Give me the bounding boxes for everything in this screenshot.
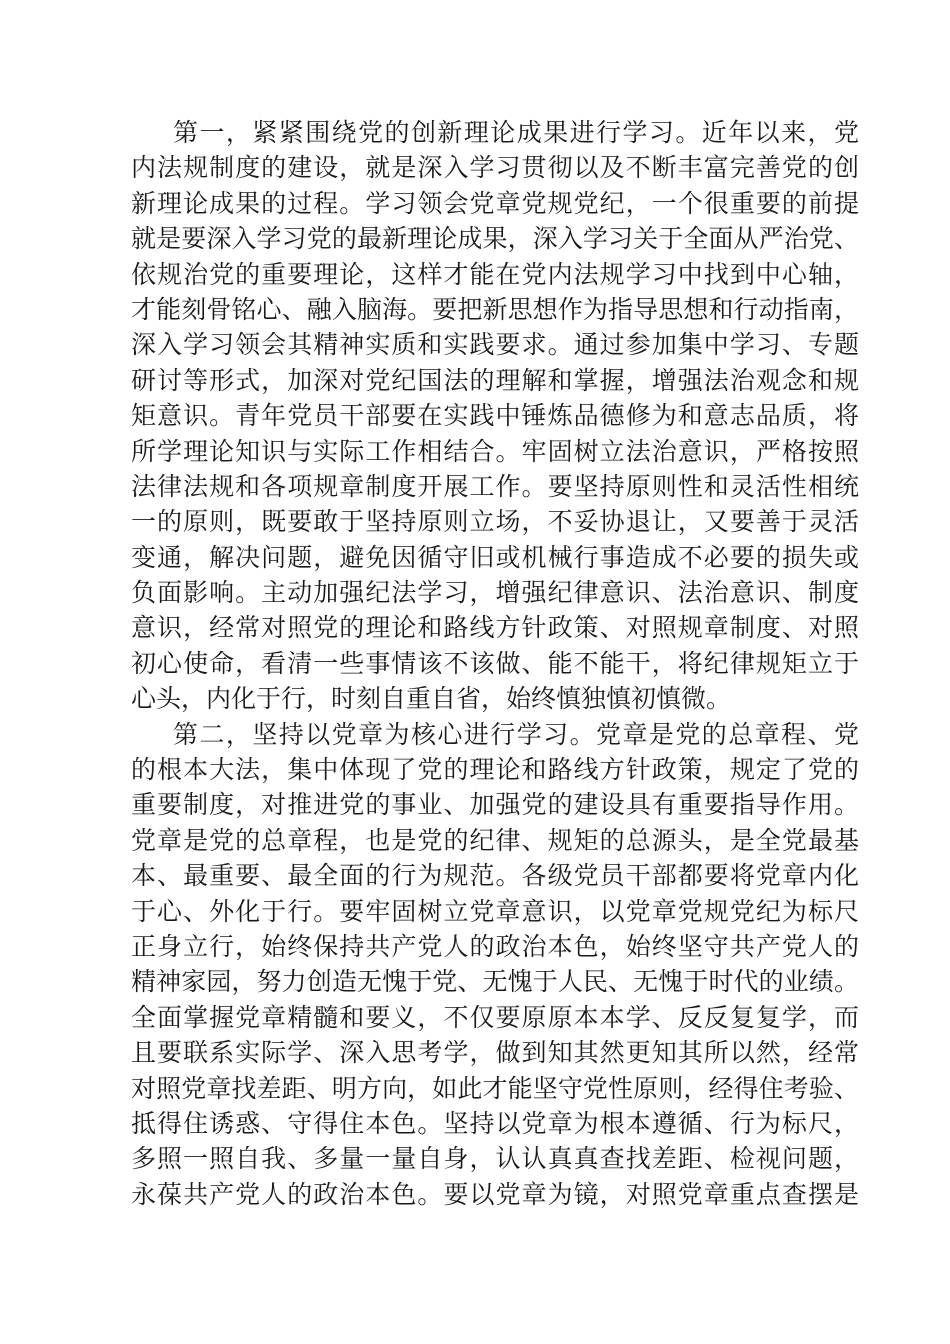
paragraph-line: 心头，内化于行，时刻自重自省，始终慎独慎初慎微。 [131,684,732,714]
paragraph-line: 正身立行，始终保持共产党人的政治本色，始终坚守共产党人的 [131,931,859,961]
paragraph-line: 依规治党的重要理论，这样才能在党内法规学习中找到中心轴， [131,259,859,289]
paragraph-line: 负面影响。主动加强纪法学习，增强纪律意识、法治意识、制度 [131,578,859,608]
paragraph-line: 法律法规和各项规章制度开展工作。要坚持原则性和灵活性相统 [131,471,859,501]
paragraph-line: 第二，坚持以党章为核心进行学习。党章是党的总章程、党 [173,719,859,749]
paragraph-line: 精神家园，努力创造无愧于党、无愧于人民、无愧于时代的业绩。 [131,967,859,997]
paragraph-line: 的根本大法，集中体现了党的理论和路线方针政策，规定了党的 [131,755,859,785]
paragraph-1 [131,115,859,717]
paragraph-line: 新理论成果的过程。学习领会党章党规党纪，一个很重要的前提 [131,188,859,218]
paragraph-line: 永葆共产党人的政治本色。要以党章为镜，对照党章重点查摆是 [131,1179,859,1209]
paragraph-line: 矩意识。青年党员干部要在实践中锤炼品德修为和意志品质，将 [131,401,859,431]
paragraph-line: 才能刻骨铭心、融入脑海。要把新思想作为指导思想和行动指南， [131,294,859,324]
paragraph-line: 抵得住诱惑、守得住本色。坚持以党章为根本遵循、行为标尺， [131,1108,859,1138]
paragraph-line: 初心使命，看清一些事情该不该做、能不能干，将纪律规矩立于 [131,648,859,678]
paragraph-line: 重要制度，对推进党的事业、加强党的建设具有重要指导作用。 [131,790,859,820]
paragraph-line: 对照党章找差距、明方向，如此才能坚守党性原则，经得住考验、 [131,1073,859,1103]
paragraph-line: 内法规制度的建设，就是深入学习贯彻以及不断丰富完善党的创 [131,153,859,183]
paragraph-2 [131,717,859,1212]
paragraph-line: 一的原则，既要敢于坚持原则立场，不妥协退让，又要善于灵活 [131,507,859,537]
paragraph-line: 第一，紧紧围绕党的创新理论成果进行学习。近年以来，党 [173,118,859,147]
paragraph-line: 党章是党的总章程，也是党的纪律、规矩的总源头，是全党最基 [131,825,859,855]
paragraph-line: 就是要深入学习党的最新理论成果，深入学习关于全面从严治党、 [131,224,859,254]
paragraph-line: 且要联系实际学、深入思考学，做到知其然更知其所以然，经常 [131,1038,859,1068]
paragraph-line: 全面掌握党章精髓和要义，不仅要原原本本学、反反复复学，而 [131,1002,859,1032]
paragraph-line: 于心、外化于行。要牢固树立党章意识，以党章党规党纪为标尺 [131,896,859,926]
document-body [131,115,859,1212]
paragraph-line: 研讨等形式，加深对党纪国法的理解和掌握，增强法治观念和规 [131,365,859,395]
paragraph-line: 多照一照自我、多量一量自身，认认真真查找差距、检视问题， [131,1144,859,1174]
paragraph-line: 深入学习领会其精神实质和实践要求。通过参加集中学习、专题 [131,330,859,360]
paragraph-line: 变通，解决问题，避免因循守旧或机械行事造成不必要的损失或 [131,542,859,572]
paragraph-line: 意识，经常对照党的理论和路线方针政策、对照规章制度、对照 [131,613,859,643]
paragraph-line: 本、最重要、最全面的行为规范。各级党员干部都要将党章内化 [131,861,859,891]
paragraph-line: 所学理论知识与实际工作相结合。牢固树立法治意识，严格按照 [131,436,859,466]
